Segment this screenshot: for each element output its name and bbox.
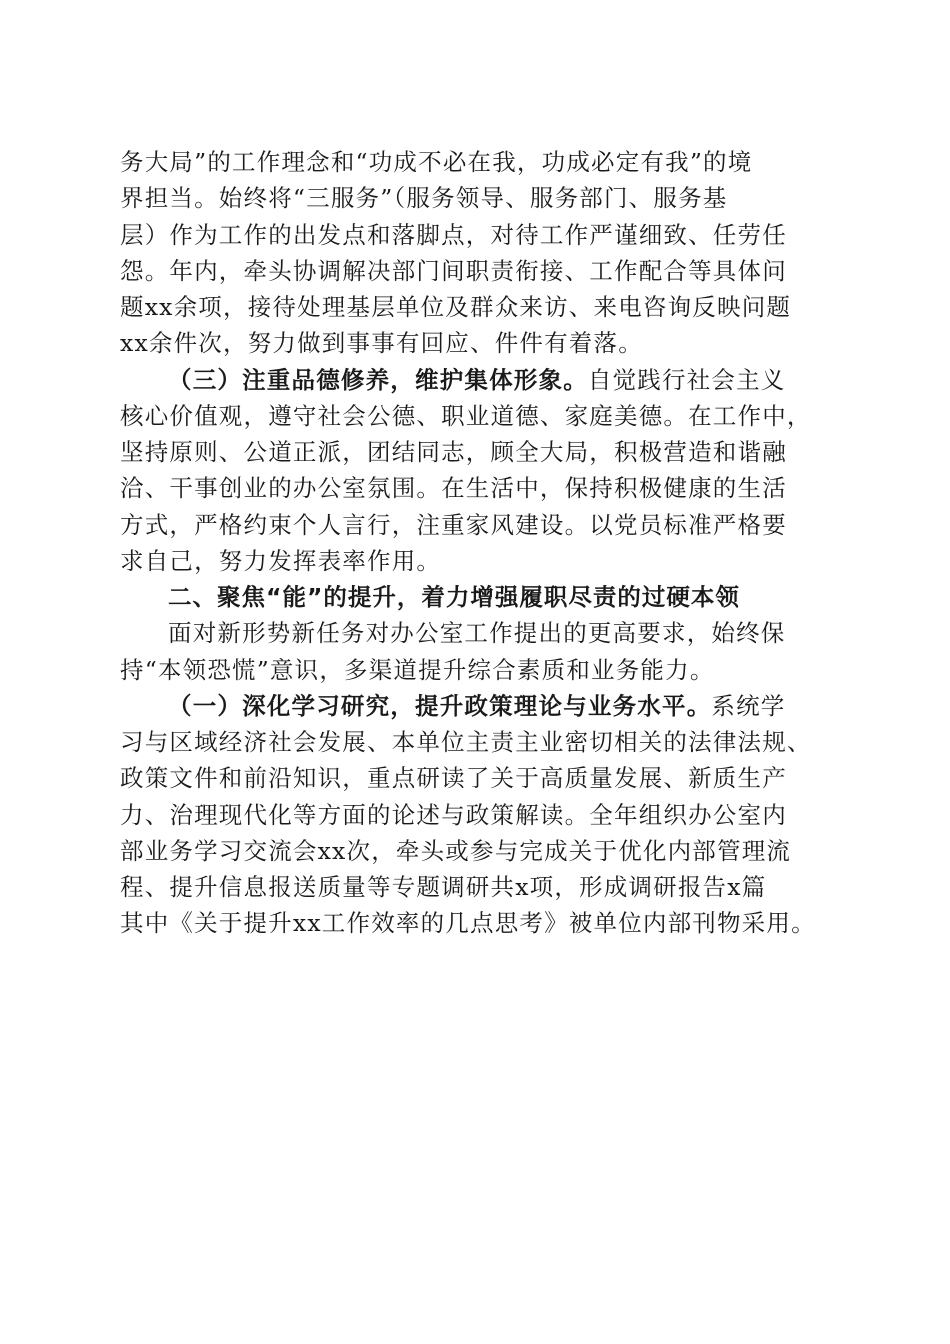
paragraph-line: 力、治理现代化等方面的论述与政策解读。全年组织办公室内 bbox=[120, 800, 787, 829]
paragraph-line: 怨。年内，牵头协调解决部门间职责衔接、工作配合等具体问 bbox=[120, 256, 787, 285]
paragraph-line: 政策文件和前沿知识，重点研读了关于高质量发展、新质生产 bbox=[120, 764, 787, 793]
paragraph-line: 洽、干事创业的办公室氛围。在生活中，保持积极健康的生活 bbox=[120, 474, 787, 503]
paragraph-line: 程、提升信息报送质量等专题调研共x项，形成调研报告x篇 bbox=[120, 873, 767, 901]
subsection-title-3: （三）注重品德修养，维护集体形象。 bbox=[168, 365, 588, 394]
paragraph-line: 面对新形势新任务对办公室工作提出的更高要求，始终保 bbox=[168, 619, 786, 648]
paragraph-line: 层）作为工作的出发点和落脚点，对待工作严谨细致、任劳任 bbox=[120, 220, 787, 249]
paragraph-line: 其中《关于提升xx工作效率的几点思考》被单位内部刊物采用。 bbox=[120, 909, 816, 938]
paragraph-line: 坚持原则、公道正派，团结同志，顾全大局，积极营造和谐融 bbox=[120, 438, 787, 466]
section-heading-2: 二、聚焦“能”的提升，着力增强履职尽责的过硬本领 bbox=[168, 583, 740, 611]
paragraph-line: xx余件次，努力做到事事有回应、件件有着落。 bbox=[120, 329, 643, 358]
paragraph-line: 持“本领恐慌”意识，多渠道提升综合素质和业务能力。 bbox=[120, 655, 715, 684]
subsection-text: 系统学 bbox=[711, 691, 786, 720]
subsection-title-1: （一）深化学习研究，提升政策理论与业务水平。 bbox=[168, 691, 712, 720]
subsection-first-line bbox=[120, 688, 832, 724]
paragraph-line: 部业务学习交流会xx次，牵头或参与完成关于优化内部管理流 bbox=[120, 836, 792, 865]
paragraph-line: 核心价值观，遵守社会公德、职业道德、家庭美德。在工作中， bbox=[120, 401, 812, 430]
paragraph-line: 求自己，努力发挥表率作用。 bbox=[120, 546, 442, 575]
paragraph-line: 界担当。始终将“三服务”（服务领导、服务部门、服务基 bbox=[120, 184, 728, 213]
paragraph-line: 题xx余项，接待处理基层单位及群众来访、来电咨询反映问题 bbox=[120, 293, 792, 321]
paragraph-line: 务大局”的工作理念和“功成不必在我，功成必定有我”的境 bbox=[120, 148, 753, 176]
subsection-first-line bbox=[120, 362, 832, 398]
subsection-text: 自觉践行社会主义 bbox=[587, 365, 786, 394]
paragraph-line: 习与区域经济社会发展、本单位主责主业密切相关的法律法规、 bbox=[120, 728, 812, 756]
paragraph-line: 方式，严格约束个人言行，注重家风建设。以党员标准严格要 bbox=[120, 510, 787, 539]
document-body bbox=[120, 144, 832, 942]
